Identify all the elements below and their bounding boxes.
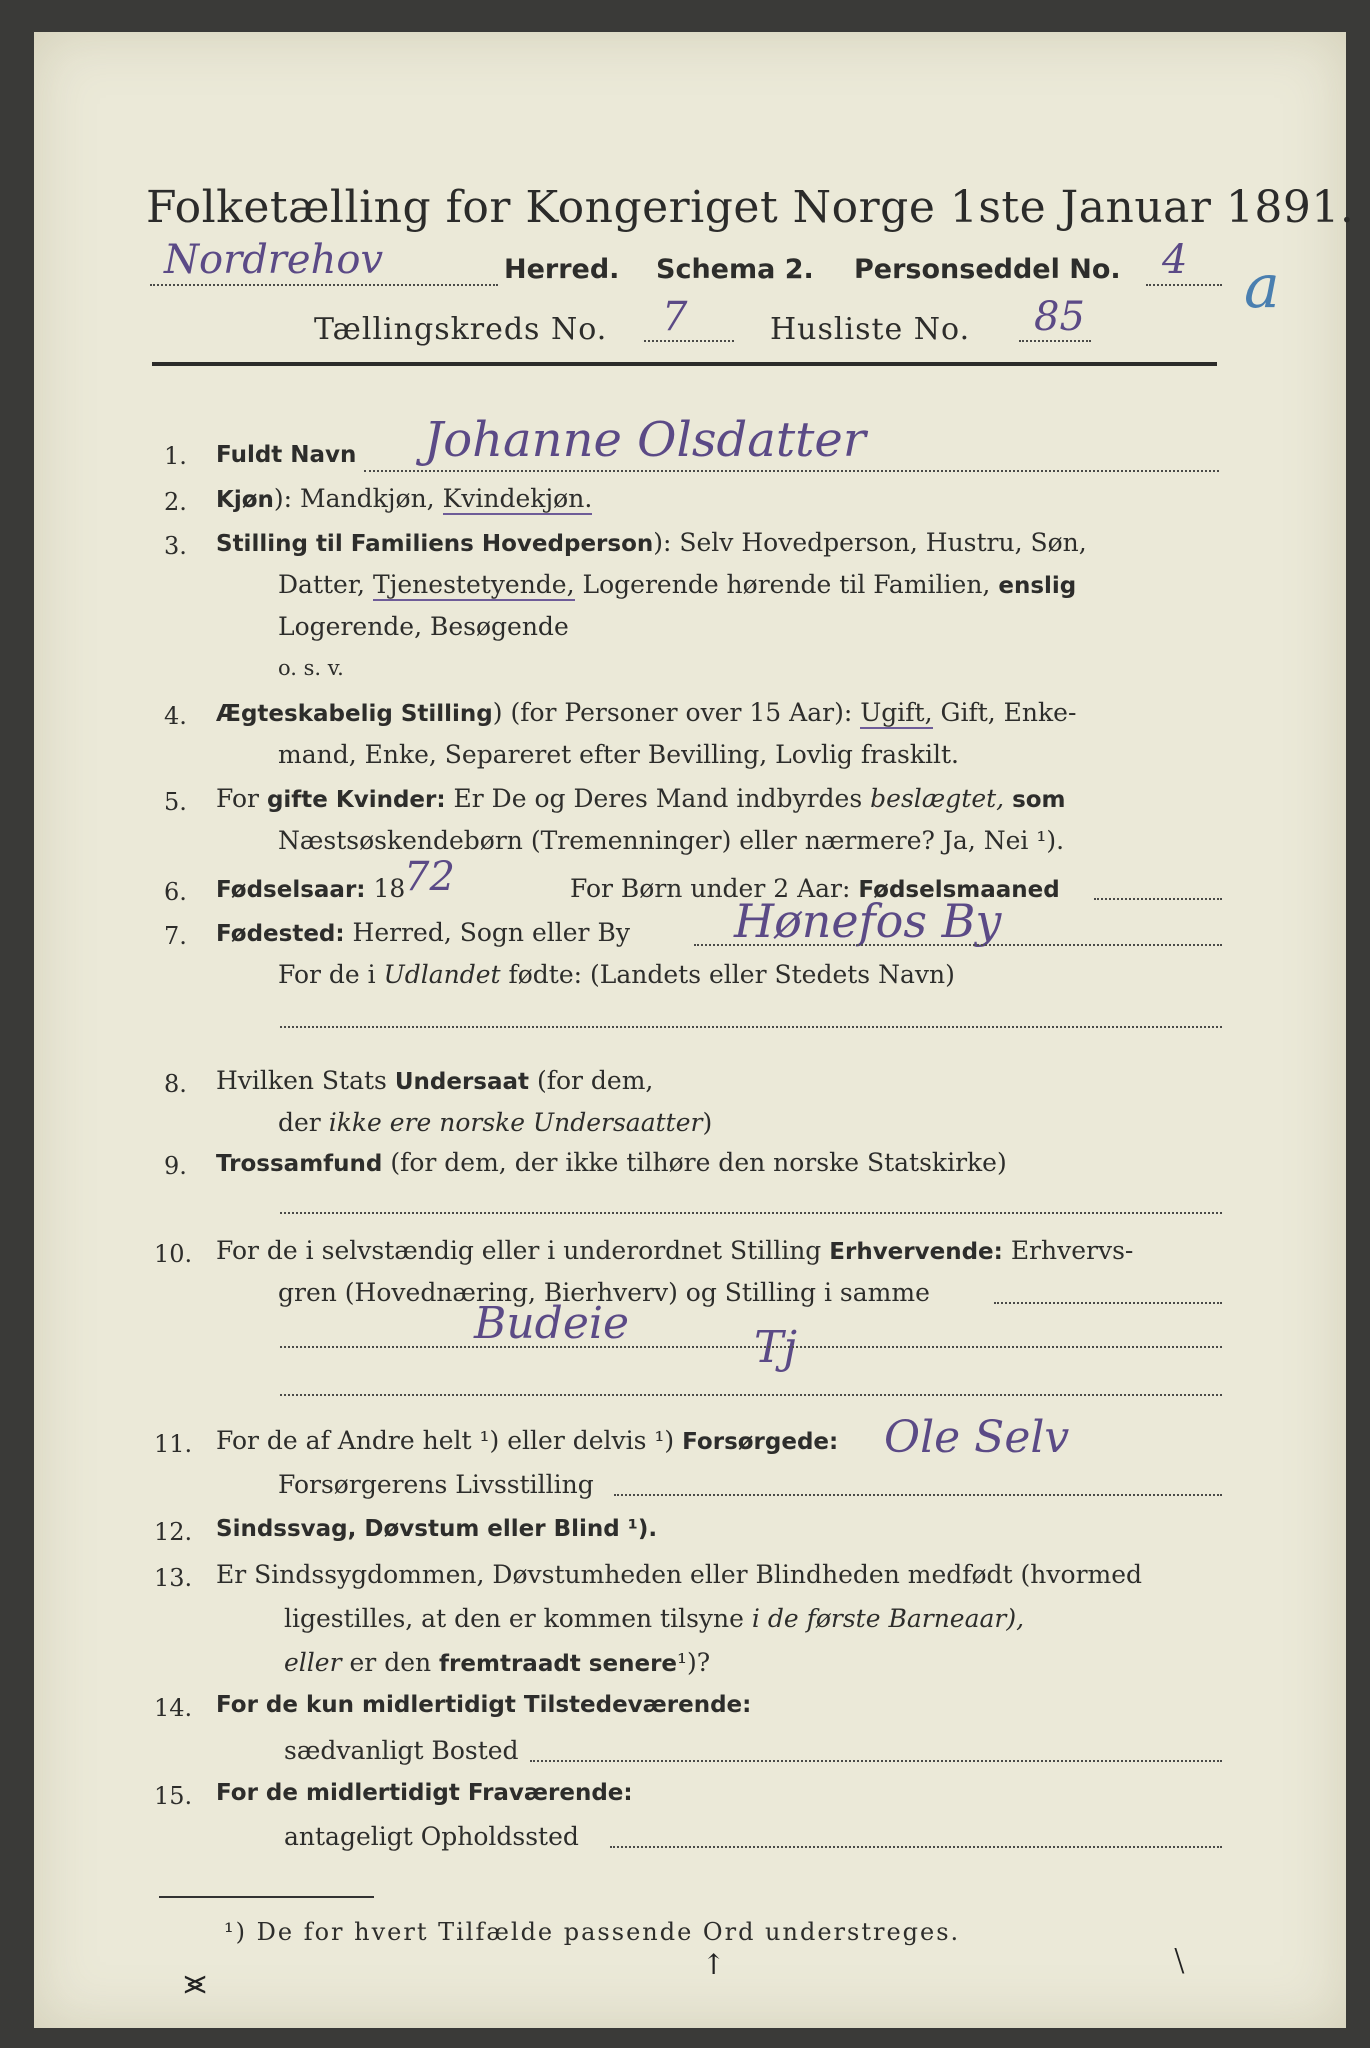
q12-label: Sindssvag, Døvstum eller Blind ¹). <box>216 1516 658 1542</box>
census-form <box>34 32 1355 2028</box>
q5-beslaegtet: beslægtet, <box>870 784 1005 813</box>
q8-line1 <box>216 1066 653 1095</box>
q6-dots <box>1094 898 1222 900</box>
personseddel-label: Personseddel No. <box>854 254 1121 285</box>
q7-birthplace-value: Hønefos By <box>734 894 1002 948</box>
q11-line2: Forsørgerens Livsstilling <box>278 1470 594 1499</box>
q2-text-b: Kvindekjøn. <box>442 484 593 513</box>
q5-gifte-kvinder: gifte Kvinder: <box>266 787 446 813</box>
footnote-rule <box>159 1896 374 1898</box>
q12-number: 12. <box>154 1518 193 1546</box>
q7-line2-c: fødte: (Landets eller Stedets Navn) <box>508 960 955 989</box>
q15-line2: antageligt Opholdssted <box>284 1822 579 1851</box>
q14-number: 14. <box>154 1694 193 1722</box>
footnote: ¹) De for hvert Tilfælde passende Ord understreges. <box>224 1918 961 1946</box>
q5-line1 <box>216 784 1066 813</box>
q7-dots-2 <box>280 1026 1222 1028</box>
q3-label: Stilling til Familiens Hovedperson <box>216 531 654 557</box>
q7-line1 <box>216 918 630 947</box>
q9-label: Trossamfund <box>216 1151 383 1177</box>
q6-year-value: 72 <box>404 854 455 900</box>
q10-occupation-value: Budeie <box>474 1298 629 1349</box>
q10-line1-a: For de i selvstændig eller i underordnet Stilling <box>216 1236 822 1265</box>
herred-dots <box>150 284 498 286</box>
q10-dots-3 <box>280 1394 1222 1396</box>
q10-occupation-value-2: Tj <box>754 1322 797 1373</box>
taellingskreds-label: Tællingskreds No. <box>314 312 608 347</box>
q8-line2-a: der <box>278 1108 321 1137</box>
q13-number: 13. <box>154 1564 193 1592</box>
q3-number: 3. <box>164 532 187 560</box>
q7-udlandet: Udlandet <box>383 960 501 989</box>
q9-number: 9. <box>164 1152 187 1180</box>
q1-name-value: Johanne Olsdatter <box>424 412 866 468</box>
q3-line1 <box>216 528 1087 557</box>
schema-label: Schema 2. <box>656 254 814 285</box>
q8-line2-b: ikke ere norske Undersaatter <box>328 1108 703 1137</box>
husliste-dots <box>1019 340 1091 342</box>
q13-eller: eller <box>284 1648 342 1677</box>
q5-line2: Næstsøskendebørn (Tremenninger) eller nærmere? Ja, Nei ¹). <box>278 826 1065 855</box>
q15-label: For de midlertidigt Fraværende: <box>216 1780 633 1806</box>
q8-line2: der ikke ere norske Undersaatter) <box>278 1108 713 1137</box>
q3-enslig: enslig <box>998 573 1077 599</box>
q7-dots <box>694 944 1222 946</box>
q13-fremtraadt: fremtraadt senere <box>439 1651 678 1677</box>
q1-label: Fuldt Navn <box>216 442 357 468</box>
q11-dots <box>614 1494 1222 1496</box>
q14-dots <box>530 1760 1222 1762</box>
q6-label: Fødselsaar: <box>216 877 366 903</box>
personseddel-dots <box>1146 284 1222 286</box>
q5-number: 5. <box>164 788 187 816</box>
q11-line1-a: For de af Andre helt ¹) eller delvis ¹) <box>216 1426 675 1455</box>
q1-number: 1. <box>164 442 187 470</box>
margin-mark: a <box>1244 252 1280 322</box>
husliste-label: Husliste No. <box>770 312 971 347</box>
q11-provider-value: Ole Selv <box>884 1412 1070 1463</box>
q10-dots-2 <box>280 1346 1222 1348</box>
q3-line4: o. s. v. <box>278 656 344 680</box>
q3-line2 <box>278 570 1218 599</box>
header-rule <box>152 362 1217 366</box>
q10-line1-c: Erhvervs- <box>1010 1236 1134 1265</box>
q14-label: For de kun midlertidigt Tilstedeværende: <box>216 1692 752 1718</box>
q14-line2: sædvanligt Bosted <box>284 1736 519 1765</box>
q9-dots <box>280 1212 1222 1214</box>
q6-fodselsmaaned: Fødselsmaaned <box>858 877 1060 903</box>
q10-line2: gren (Hovednæring, Bierhverv) og Stilling i samme <box>278 1278 930 1307</box>
q7-number: 7. <box>164 922 187 950</box>
q1-dots <box>364 470 1219 472</box>
q7-line2 <box>278 960 955 989</box>
q8-undersaat: Undersaat <box>394 1069 530 1095</box>
q4-line1-end: Gift, Enke- <box>940 698 1077 727</box>
q10-dots-1 <box>994 1302 1222 1304</box>
q4-label: Ægteskabelig Stilling <box>216 701 493 727</box>
q5-som: som <box>1012 787 1066 813</box>
q3-line2-a: Datter, <box>278 570 365 599</box>
q3-tjenestetyende: Tjenestetyende, <box>372 570 575 599</box>
corner-mark-center: ↑ <box>702 1948 726 1981</box>
q9-line <box>216 1148 1007 1177</box>
form-title: Folketælling for Kongeriget Norge 1ste Januar 1891. <box>146 182 1355 233</box>
q6-prefix: 18 <box>373 874 406 903</box>
q7-text: Herred, Sogn eller By <box>352 918 630 947</box>
q2-text-a: ): Mandkjøn, <box>273 484 435 513</box>
q10-number: 10. <box>154 1240 193 1268</box>
q3-line3: Logerende, Besøgende <box>278 612 569 641</box>
q4-number: 4. <box>164 702 187 730</box>
q4-line1-rest: ) (for Personer over 15 Aar): <box>492 698 853 727</box>
q3-line2-c: Logerende hørende til Familien, <box>582 570 991 599</box>
q10-erhvervende: Erhvervende: <box>829 1239 1003 1265</box>
q6-text: For Børn under 2 Aar: <box>570 874 851 903</box>
q13-line3-b: er den <box>349 1648 432 1677</box>
corner-mark-right: ⧵ <box>1174 1942 1185 1982</box>
q13-line2 <box>284 1604 1024 1633</box>
q5-line1-c: Er De og Deres Mand indbyrdes <box>453 784 863 813</box>
q13-line2-b: i de første Barneaar), <box>751 1604 1025 1633</box>
corner-mark-left: ⪤ <box>184 1962 207 2002</box>
q13-line3 <box>284 1648 710 1677</box>
q2-label: Kjøn <box>216 487 274 513</box>
taellingskreds-dots <box>644 340 734 342</box>
q11-line1 <box>216 1426 838 1455</box>
husliste-value: 85 <box>1034 294 1085 340</box>
q6-number: 6. <box>164 878 187 906</box>
q2-number: 2. <box>164 488 187 516</box>
q13-line2-a: ligestilles, at den er kommen tilsyne <box>284 1604 744 1633</box>
q13-line3-d: ¹)? <box>677 1648 711 1677</box>
taellingskreds-value: 7 <box>662 294 688 340</box>
q3-line1-rest: ): Selv Hovedperson, Hustru, Søn, <box>653 528 1087 557</box>
q11-number: 11. <box>154 1430 193 1458</box>
q7-label: Fødested: <box>216 921 345 947</box>
q10-line1 <box>216 1236 1133 1265</box>
q13-line1: Er Sindssygdommen, Døvstumheden eller Blindheden medfødt (hvormed <box>216 1560 1143 1589</box>
q8-number: 8. <box>164 1070 187 1098</box>
q2-line <box>216 484 592 513</box>
q8-line1-c: (for dem, <box>536 1066 654 1095</box>
q15-number: 15. <box>154 1782 193 1810</box>
q15-dots <box>610 1846 1222 1848</box>
herred-label: Herred. <box>504 254 620 285</box>
herred-handwritten: Nordrehov <box>164 237 384 283</box>
q4-line2: mand, Enke, Separeret efter Bevilling, Lovlig fraskilt. <box>278 740 959 769</box>
personseddel-value: 4 <box>1162 237 1188 283</box>
q6-line <box>216 874 405 903</box>
q5-line1-a: For <box>216 784 259 813</box>
q4-ugift: Ugift, <box>860 698 933 727</box>
q7-line2-a: For de i <box>278 960 376 989</box>
q8-line1-a: Hvilken Stats <box>216 1066 387 1095</box>
q4-line1 <box>216 698 1076 727</box>
q11-forsorgede: Forsørgede: <box>682 1429 839 1455</box>
q9-text: (for dem, der ikke tilhøre den norske Statskirke) <box>390 1148 1007 1177</box>
